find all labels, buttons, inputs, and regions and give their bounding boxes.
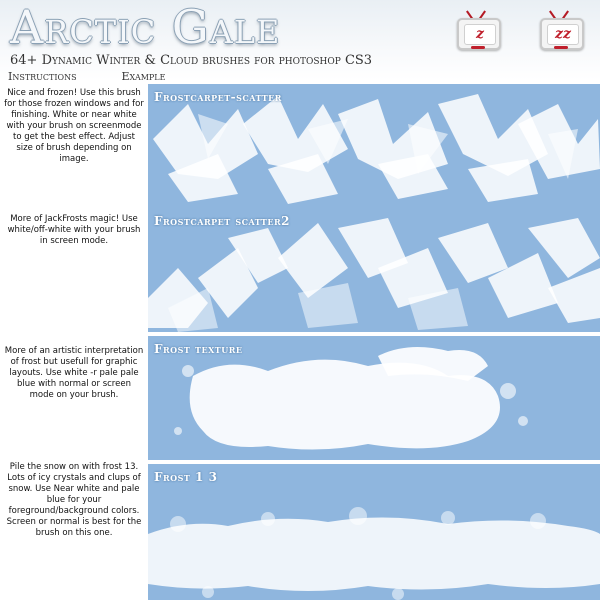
brush-description: More of an artistic interpretation of frost but usefull for graphic layouts. Use white -r pale pale blue with normal or screen mode on your brush. [4, 346, 144, 400]
instructions-column [0, 84, 148, 600]
brush-example-panel [148, 464, 600, 600]
brush-example-panel [148, 208, 600, 332]
brush-name: Frostcarpet-scatter [154, 90, 282, 104]
brush-example-panel [148, 84, 600, 208]
column-label-example: Example [121, 70, 166, 83]
brush-name: Frost texture [154, 342, 243, 356]
brush-description: More of JackFrosts magic! Use white/off-white with your brush in screen mode. [7, 214, 141, 246]
brush-description: Nice and frozen! Use this brush for those frozen windows and for finishing. White or near white with your brush on screenmode to get the best effect. Adjust size of brush depending on image. [4, 88, 144, 164]
page-title: Arctic Gale [10, 0, 281, 54]
page-subtitle: 64+ Dynamic Winter & Cloud brushes for photoshop CS3 [10, 53, 373, 68]
header [0, 0, 600, 83]
tv-logo-icon: z [455, 10, 501, 48]
tv-logo-icon: zz [538, 10, 584, 48]
frost-brush-sample [148, 464, 600, 600]
column-label-instructions: Instructions [8, 70, 77, 83]
brush-name: Frost 1 3 [154, 470, 218, 484]
brush-name: Frostcarpet scatter2 [154, 214, 290, 228]
brush-example-panel [148, 336, 600, 460]
column-labels [8, 70, 165, 83]
brush-description: Pile the snow on with frost 13. Lots of icy crystals and clups of snow. Use Near white and pale blue for your foreground/background colors. Screen or normal is best for the brush on this one. [6, 462, 142, 538]
